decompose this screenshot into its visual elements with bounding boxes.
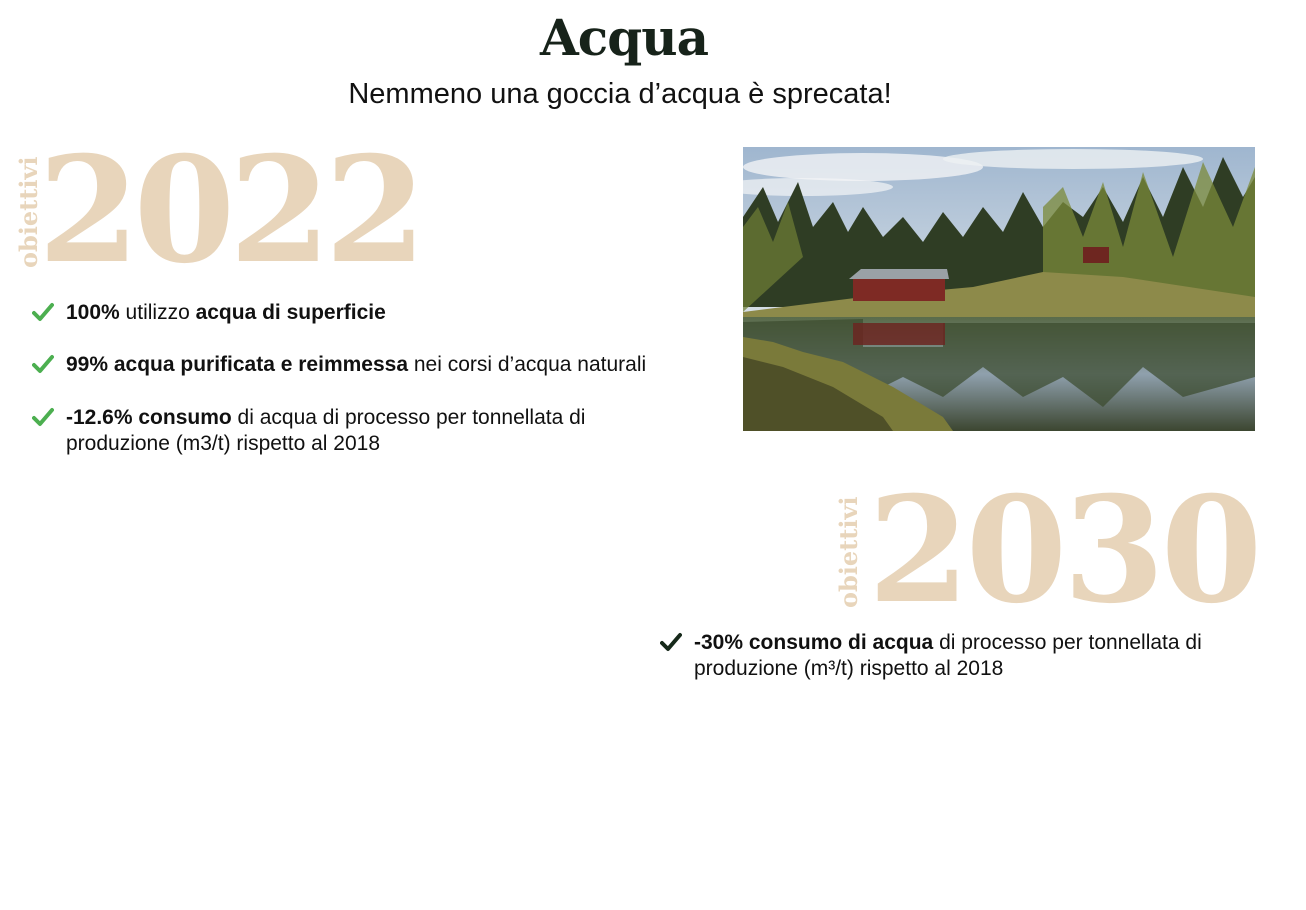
check-icon [32,405,66,434]
goals-label-2022: obiettivi [14,156,43,268]
goal-text: -30% consumo di acqua di processo per tonnellata di produzione (m³/t) rispetto al 2018 [694,631,1202,680]
year-2022: 2022 [38,125,421,296]
goal-item-2022-2 [32,352,712,381]
check-icon [660,630,694,659]
goal-text: 100% utilizzo acqua di superficie [66,301,386,324]
page-title: Acqua [540,8,708,67]
check-icon [32,352,66,381]
year-2030: 2030 [868,465,1259,636]
goal-text: 99% acqua purificata e reimmessa nei corsi d’acqua naturali [66,353,647,376]
goal-item-2022-3 [32,405,672,457]
lake-cabin-photo [743,147,1255,431]
page-subtitle: Nemmeno una goccia d’acqua è sprecata! [348,78,892,110]
goal-item-2030-1 [660,630,1260,682]
check-icon [32,300,66,329]
goals-label-2030: obiettivi [834,496,863,608]
goal-item-2022-1 [32,300,712,329]
goal-text: -12.6% consumo di acqua di processo per tonnellata di produzione (m3/t) rispetto al 2018 [66,406,586,455]
